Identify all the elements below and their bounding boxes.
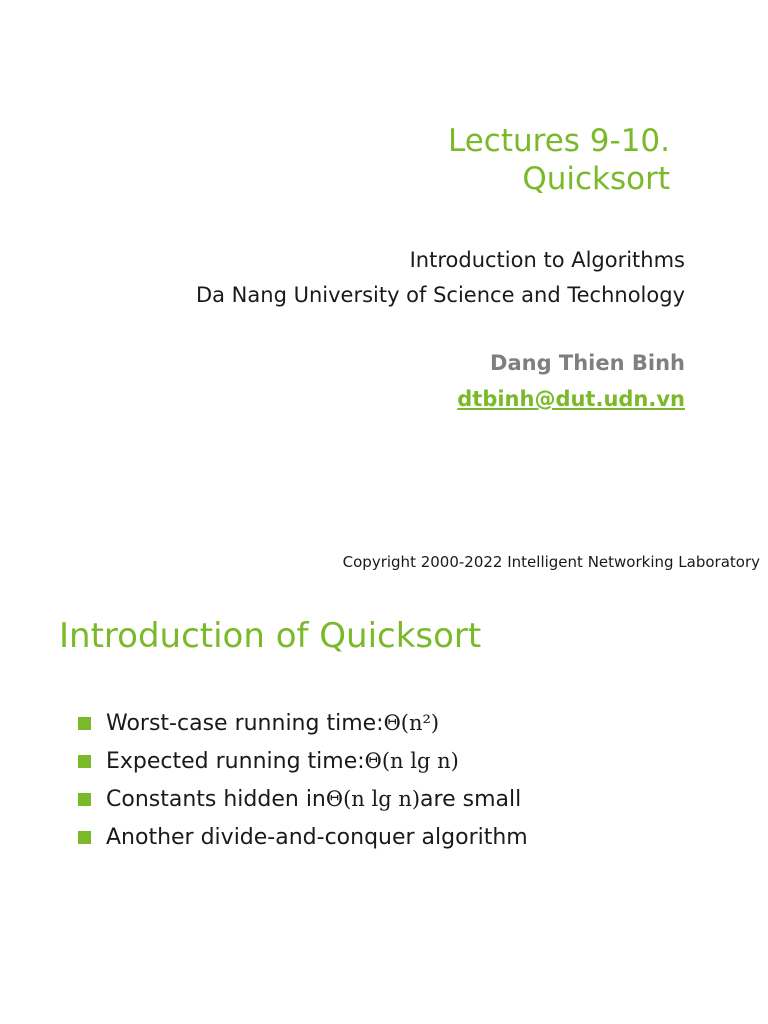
author-info xyxy=(457,345,685,417)
math-expression: Θ(n lg n) xyxy=(325,787,421,811)
list-item xyxy=(78,818,528,856)
list-item xyxy=(78,704,528,742)
square-bullet-icon xyxy=(78,831,91,844)
copyright-notice: Copyright 2000-2022 Intelligent Networking Laboratory xyxy=(342,553,760,571)
list-item xyxy=(78,780,528,818)
math-expression: Θ(n lg n) xyxy=(364,749,459,773)
bullet-text: Constants hidden in xyxy=(106,786,326,812)
content-slide xyxy=(0,590,768,1024)
square-bullet-icon xyxy=(78,755,91,768)
author-name: Dang Thien Binh xyxy=(490,351,685,375)
university-name: Da Nang University of Science and Technology xyxy=(195,283,685,307)
author-email-link[interactable]: dtbinh@dut.udn.vn xyxy=(457,387,685,411)
square-bullet-icon xyxy=(78,717,91,730)
bullet-text: Expected running time: xyxy=(106,748,365,774)
course-info xyxy=(196,243,685,313)
bullet-text-suffix: are small xyxy=(420,786,522,812)
bullet-text: Worst-case running time: xyxy=(106,710,384,736)
course-name: Introduction to Algorithms xyxy=(409,248,685,272)
bullet-text: Another divide-and-conquer algorithm xyxy=(106,824,528,850)
math-expression: Θ(n²) xyxy=(383,711,440,735)
square-bullet-icon xyxy=(78,793,91,806)
bullet-list xyxy=(78,704,528,856)
section-title: Introduction of Quicksort xyxy=(59,616,482,656)
slide-title xyxy=(448,122,670,198)
list-item xyxy=(78,742,528,780)
title-line-2: Quicksort xyxy=(522,161,670,197)
title-line-1: Lectures 9-10. xyxy=(448,123,670,159)
